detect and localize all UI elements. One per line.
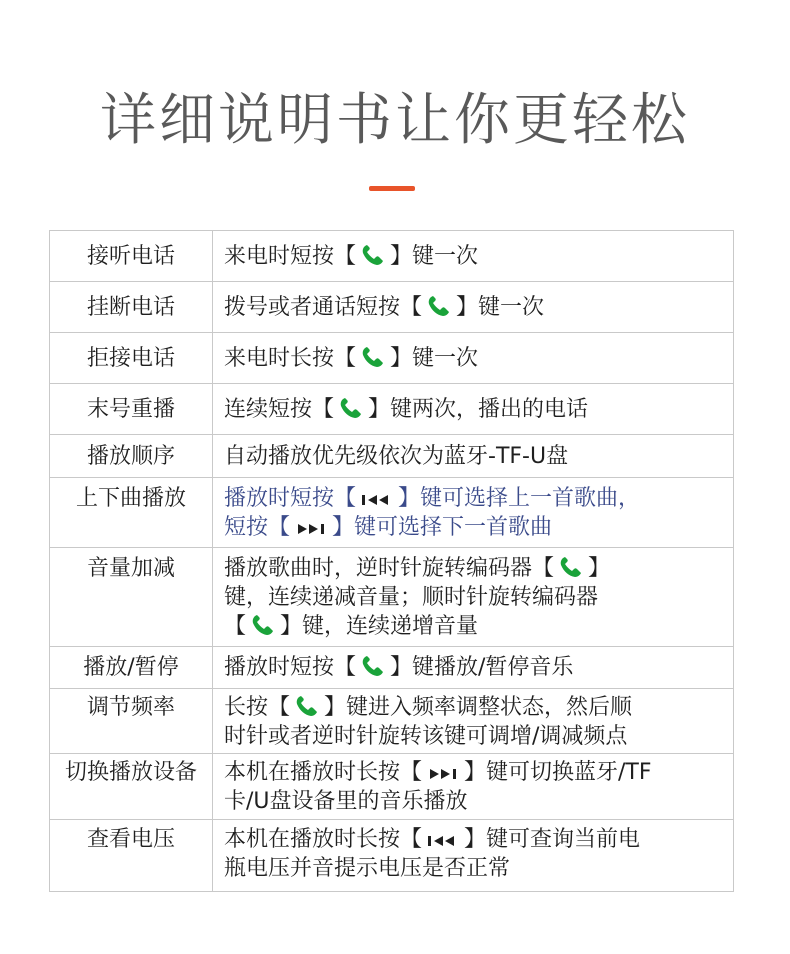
description-cell: 本机在播放时长按【 】键可查询当前电 瓶电压并音提示电压是否正常 [213,820,734,892]
table-row [50,231,734,282]
page-title: 详细说明书让你更轻松 [100,88,690,153]
description-cell: 播放时短按【 】键播放/暂停音乐 [213,647,734,689]
phone-icon [426,294,452,318]
table-row [50,478,734,548]
phone-icon [338,396,364,420]
description-cell: 来电时短按【 】键一次 [213,231,734,282]
phone-icon [360,243,386,267]
table-row [50,384,734,435]
previous-track-icon [426,834,460,848]
feature-cell: 查看电压 [50,820,213,892]
title-accent-bar [369,186,415,191]
table-row [50,282,734,333]
feature-cell: 播放/暂停 [50,647,213,689]
table-row [50,754,734,820]
phone-icon [360,345,386,369]
table-row [50,820,734,892]
feature-cell: 上下曲播放 [50,478,213,548]
next-track-icon [294,522,328,536]
table-row [50,548,734,647]
phone-icon [294,694,320,718]
feature-cell: 末号重播 [50,384,213,435]
description-cell: 连续短按【 】键两次，播出的电话 [213,384,734,435]
feature-cell: 切换播放设备 [50,754,213,820]
description-cell: 拨号或者通话短按【 】键一次 [213,282,734,333]
description-cell: 播放时短按【 】键可选择上一首歌曲， 短按【 】键可选择下一首歌曲 [213,478,734,548]
feature-cell: 挂断电话 [50,282,213,333]
table-row [50,647,734,689]
phone-icon [558,555,584,579]
table-row [50,689,734,754]
table-row [50,435,734,478]
description-cell: 来电时长按【 】键一次 [213,333,734,384]
description-cell: 播放歌曲时，逆时针旋转编码器【 】 键，连续递减音量；顺时针旋转编码器 【 】键，连续递增音量 [213,548,734,647]
description-cell: 长按【 】键进入频率调整状态，然后顺 时针或者逆时针旋转该键可调增/调减频点 [213,689,734,754]
table-row [50,333,734,384]
next-track-icon [426,767,460,781]
phone-icon [250,613,276,637]
feature-cell: 接听电话 [50,231,213,282]
description-cell: 自动播放优先级依次为蓝牙-TF-U盘 [213,435,734,478]
phone-icon [360,654,386,678]
feature-cell: 调节频率 [50,689,213,754]
feature-cell: 播放顺序 [50,435,213,478]
instruction-table [49,230,734,892]
previous-track-icon [360,493,394,507]
description-cell: 本机在播放时长按【 】键可切换蓝牙/TF 卡/U盘设备里的音乐播放 [213,754,734,820]
feature-cell: 拒接电话 [50,333,213,384]
feature-cell: 音量加减 [50,548,213,647]
